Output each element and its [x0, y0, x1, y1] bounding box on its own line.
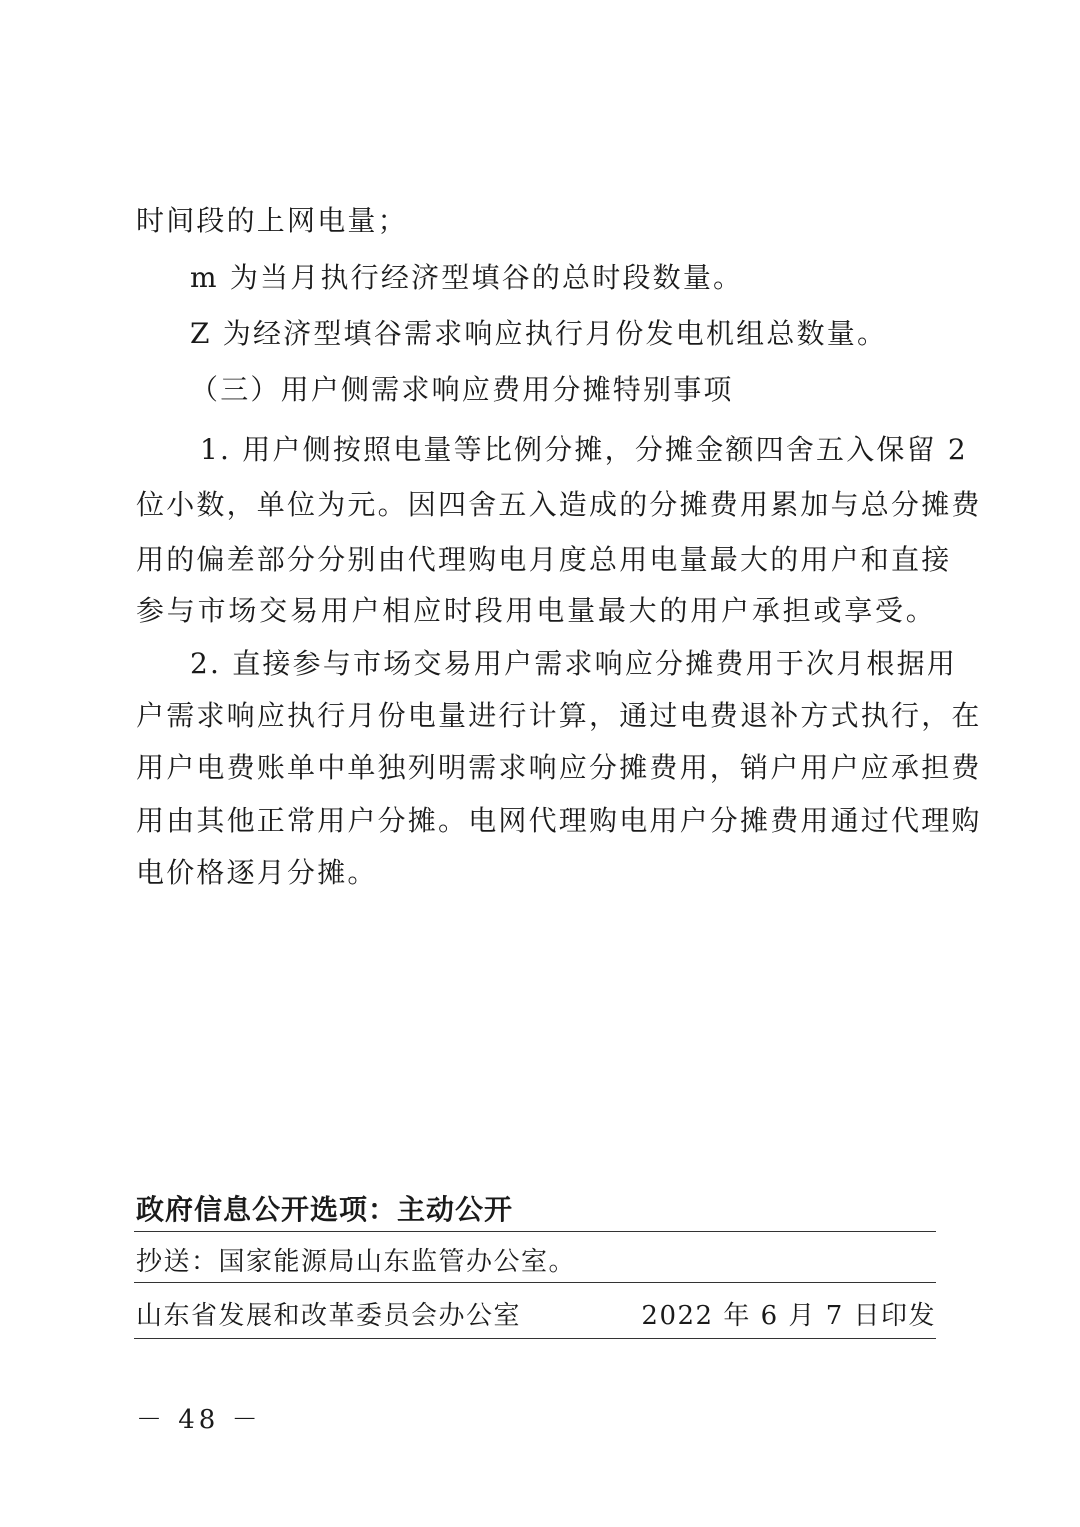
- section-heading: （三）用户侧需求响应费用分摊特别事项: [190, 373, 734, 406]
- page-number: － 48 －: [136, 1405, 262, 1435]
- body-line-7: 用的偏差部分分别由代理购电月度总用电量最大的用户和直接: [136, 543, 952, 576]
- footer-divider-bottom: [134, 1338, 936, 1339]
- footer-divider-top: [134, 1231, 936, 1232]
- body-line-6: 位小数，单位为元。因四舍五入造成的分摊费用累加与总分摊费: [136, 488, 982, 521]
- body-line-1: 时间段的上网电量；: [136, 204, 408, 237]
- footer-divider-middle: [134, 1282, 936, 1283]
- issue-date: 2022 年 6 月 7 日印发: [641, 1301, 936, 1331]
- body-line-8: 参与市场交易用户相应时段用电量最大的用户承担或享受。: [136, 594, 936, 627]
- body-line-11: 用户电费账单中单独列明需求响应分摊费用，销户用户应承担费: [136, 751, 982, 784]
- body-line-2: m 为当月执行经济型填谷的总时段数量。: [190, 261, 744, 294]
- body-line-9: 2. 直接参与市场交易用户需求响应分摊费用于次月根据用: [190, 647, 958, 680]
- body-line-3: Z 为经济型填谷需求响应执行月份发电机组总数量。: [190, 317, 888, 350]
- issuing-office: 山东省发展和改革委员会办公室: [136, 1301, 522, 1331]
- cc-line: 抄送：国家能源局山东监管办公室。: [136, 1247, 577, 1277]
- disclosure-option: 政府信息公开选项：主动公开: [136, 1193, 514, 1226]
- body-line-13: 电价格逐月分摊。: [136, 856, 378, 889]
- body-line-12: 用由其他正常用户分摊。电网代理购电用户分摊费用通过代理购: [136, 804, 982, 837]
- body-line-10: 户需求响应执行月份电量进行计算，通过电费退补方式执行，在: [136, 699, 982, 732]
- body-line-5: 1. 用户侧按照电量等比例分摊，分摊金额四舍五入保留 2: [200, 433, 968, 466]
